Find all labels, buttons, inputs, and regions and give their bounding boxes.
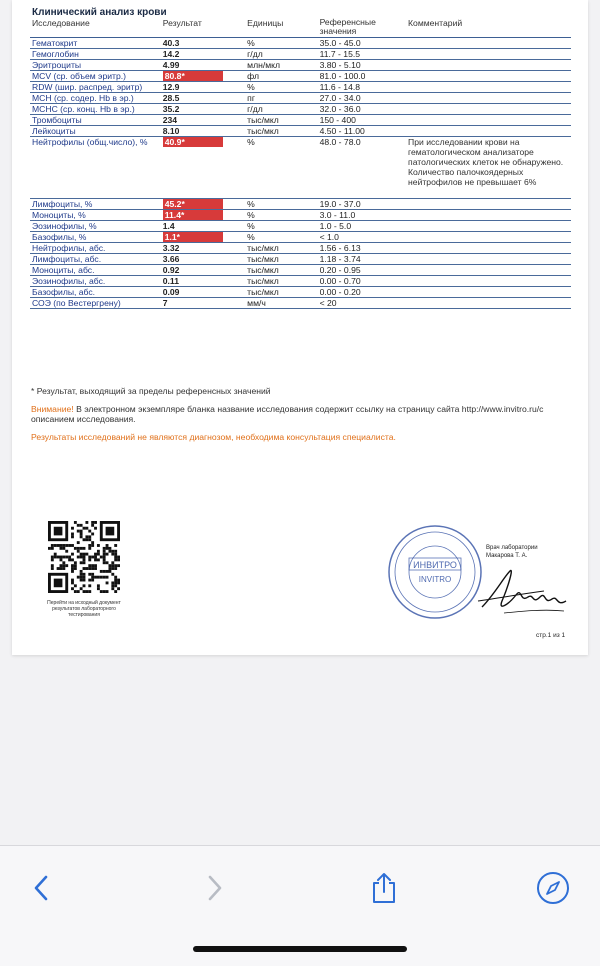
- doctor-signature: [474, 565, 574, 620]
- result-value: [161, 210, 245, 221]
- table-row: [30, 104, 571, 115]
- test-name[interactable]: Моноциты, %: [30, 210, 161, 221]
- reference-range: 19.0 - 37.0: [318, 199, 406, 210]
- reference-range: 1.56 - 6.13: [318, 243, 406, 254]
- table-row: [30, 265, 571, 276]
- comment: [406, 287, 571, 298]
- table-row: [30, 287, 571, 298]
- result-text: 0.11: [162, 276, 179, 286]
- unit: тыс/мкл: [245, 243, 317, 254]
- header-unit: Единицы: [245, 18, 317, 38]
- result-flagged: 80.8*: [163, 71, 223, 81]
- comment: [406, 243, 571, 254]
- reference-range: < 1.0: [318, 232, 406, 243]
- table-row: [30, 38, 571, 49]
- test-name[interactable]: Базофилы, абс.: [30, 287, 161, 298]
- table-row: [30, 221, 571, 232]
- result-value: [161, 104, 245, 115]
- unit: мм/ч: [245, 298, 317, 309]
- unit: тыс/мкл: [245, 254, 317, 265]
- page-number: стр.1 из 1: [536, 632, 566, 639]
- comment: [406, 93, 571, 104]
- result-value: [161, 276, 245, 287]
- result-text: 0.92: [162, 265, 180, 275]
- result-flagged: 40.9*: [163, 137, 223, 147]
- test-name[interactable]: MCHC (ср. конц. Hb в эр.): [30, 104, 161, 115]
- comment: [406, 82, 571, 93]
- result-value: [161, 232, 245, 243]
- test-name[interactable]: Базофилы, %: [30, 232, 161, 243]
- test-name[interactable]: Лимфоциты, %: [30, 199, 161, 210]
- comment: [406, 254, 571, 265]
- diagnosis-notice: Результаты исследований не являются диагнозом, необходима консультация специалиста.: [31, 432, 396, 442]
- comment: [406, 115, 571, 126]
- comment: [406, 49, 571, 60]
- reference-range: 0.00 - 0.70: [318, 276, 406, 287]
- result-text: 4.99: [162, 60, 180, 70]
- result-value: [161, 126, 245, 137]
- unit: %: [245, 221, 317, 232]
- test-name[interactable]: Лейкоциты: [30, 126, 161, 137]
- result-value: [161, 287, 245, 298]
- stamp-text-ru: ИНВИТРО: [413, 560, 457, 570]
- footnote: * Результат, выходящий за пределы референсных значений: [31, 386, 271, 396]
- comment: [406, 210, 571, 221]
- warning-body[interactable]: В электронном экземпляре бланка название исследования содержит ссылку на страницу сайта http://www.invitro.ru/с описанием исследования.: [31, 404, 544, 424]
- warning-text: [31, 404, 551, 424]
- result-text: 0.09: [162, 287, 180, 297]
- header-test: Исследование: [30, 18, 161, 38]
- doctor-info: [486, 544, 538, 560]
- compass-icon: [536, 871, 570, 905]
- qr-caption: Перейти на исходный документ результатов лабораторного тестирования: [47, 600, 121, 618]
- chevron-left-icon: [31, 873, 53, 903]
- table-row: [30, 137, 571, 199]
- result-value: [161, 137, 245, 199]
- test-name[interactable]: Лимфоциты, абс.: [30, 254, 161, 265]
- result-text: 7: [162, 298, 168, 308]
- reference-range: < 20: [318, 298, 406, 309]
- result-value: [161, 221, 245, 232]
- header-comment: Комментарий: [406, 18, 571, 38]
- result-value: [161, 254, 245, 265]
- document-title: Клинический анализ крови: [32, 7, 167, 18]
- comment: [406, 60, 571, 71]
- result-value: [161, 93, 245, 104]
- comment: [406, 298, 571, 309]
- unit: %: [245, 210, 317, 221]
- test-name[interactable]: Эозинофилы, %: [30, 221, 161, 232]
- comment: [406, 126, 571, 137]
- result-text: 8.10: [162, 126, 180, 136]
- back-button[interactable]: [22, 868, 62, 908]
- unit: тыс/мкл: [245, 265, 317, 276]
- share-icon: [369, 871, 399, 905]
- result-value: [161, 199, 245, 210]
- reference-range: 27.0 - 34.0: [318, 93, 406, 104]
- doctor-name: Макарова Т. А.: [486, 553, 528, 559]
- table-row: [30, 199, 571, 210]
- table-row: [30, 49, 571, 60]
- comment: [406, 232, 571, 243]
- unit: тыс/мкл: [245, 126, 317, 137]
- document-page: [12, 0, 588, 655]
- table-row: [30, 276, 571, 287]
- forward-button[interactable]: [194, 868, 234, 908]
- test-name[interactable]: СОЭ (по Вестергрену): [30, 298, 161, 309]
- unit: г/дл: [245, 104, 317, 115]
- comment: [406, 104, 571, 115]
- unit: %: [245, 137, 317, 199]
- result-text: 12.9: [162, 82, 180, 92]
- test-name[interactable]: Гематокрит: [30, 38, 161, 49]
- comment: [406, 71, 571, 82]
- unit: тыс/мкл: [245, 287, 317, 298]
- comment: При исследовании крови на гематологическом анализаторе патологических клеток не обнаружено. Количество палочкоядерных нейтрофилов не превышает 6%: [406, 137, 571, 199]
- safari-button[interactable]: [533, 868, 573, 908]
- unit: пг: [245, 93, 317, 104]
- table-row: [30, 232, 571, 243]
- result-value: [161, 60, 245, 71]
- test-name[interactable]: Эритроциты: [30, 60, 161, 71]
- table-row: [30, 254, 571, 265]
- reference-range: 35.0 - 45.0: [318, 38, 406, 49]
- result-flagged: 11.4*: [163, 210, 223, 220]
- reference-range: 11.7 - 15.5: [318, 49, 406, 60]
- result-value: [161, 298, 245, 309]
- unit: %: [245, 232, 317, 243]
- comment: [406, 221, 571, 232]
- table-row: [30, 71, 571, 82]
- reference-range: 3.80 - 5.10: [318, 60, 406, 71]
- table-row: [30, 82, 571, 93]
- table-header-row: [30, 18, 571, 38]
- test-name[interactable]: Моноциты, абс.: [30, 265, 161, 276]
- table-row: [30, 126, 571, 137]
- table-row: [30, 115, 571, 126]
- result-value: [161, 243, 245, 254]
- comment: [406, 199, 571, 210]
- test-name[interactable]: MCV (ср. объем эритр.): [30, 71, 161, 82]
- test-name[interactable]: Гемоглобин: [30, 49, 161, 60]
- unit: тыс/мкл: [245, 276, 317, 287]
- test-name[interactable]: Тромбоциты: [30, 115, 161, 126]
- reference-range: 32.0 - 36.0: [318, 104, 406, 115]
- result-value: [161, 265, 245, 276]
- chevron-right-icon: [203, 873, 225, 903]
- stamp-text-en: INVITRO: [418, 575, 452, 584]
- reference-range: 1.0 - 5.0: [318, 221, 406, 232]
- reference-range: 11.6 - 14.8: [318, 82, 406, 93]
- reference-range: 3.0 - 11.0: [318, 210, 406, 221]
- warning-label: Внимание!: [31, 404, 74, 414]
- unit: %: [245, 38, 317, 49]
- header-reference: Референсные значения: [318, 18, 406, 38]
- table-row: [30, 243, 571, 254]
- result-text: 234: [162, 115, 178, 125]
- test-name[interactable]: Нейтрофилы (общ.число), %: [30, 137, 161, 199]
- reference-range: 48.0 - 78.0: [318, 137, 406, 199]
- result-value: [161, 71, 245, 82]
- doctor-title: Врач лаборатории: [486, 545, 538, 551]
- reference-range: 4.50 - 11.00: [318, 126, 406, 137]
- comment: [406, 276, 571, 287]
- test-name[interactable]: RDW (шир. распред. эритр): [30, 82, 161, 93]
- unit: %: [245, 199, 317, 210]
- header-result: Результат: [161, 18, 245, 38]
- unit: тыс/мкл: [245, 115, 317, 126]
- test-name[interactable]: Нейтрофилы, абс.: [30, 243, 161, 254]
- reference-range: 150 - 400: [318, 115, 406, 126]
- reference-range: 81.0 - 100.0: [318, 71, 406, 82]
- lab-stamp: [387, 524, 483, 620]
- result-flagged: 45.2*: [163, 199, 223, 209]
- result-text: 3.66: [162, 254, 180, 264]
- reference-range: 1.18 - 3.74: [318, 254, 406, 265]
- result-value: [161, 49, 245, 60]
- result-text: 3.32: [162, 243, 180, 253]
- reference-range: 0.20 - 0.95: [318, 265, 406, 276]
- unit: г/дл: [245, 49, 317, 60]
- result-text: 1.4: [162, 221, 175, 231]
- table-row: [30, 93, 571, 104]
- result-text: 35.2: [162, 104, 180, 114]
- table-row: [30, 298, 571, 309]
- unit: фл: [245, 71, 317, 82]
- qr-code[interactable]: [48, 521, 120, 593]
- result-text: 14.2: [162, 49, 180, 59]
- comment: [406, 38, 571, 49]
- home-indicator: [193, 946, 407, 952]
- table-row: [30, 210, 571, 221]
- result-text: 40.3: [162, 38, 180, 48]
- test-name[interactable]: Эозинофилы, абс.: [30, 276, 161, 287]
- result-value: [161, 115, 245, 126]
- result-value: [161, 82, 245, 93]
- result-flagged: 1.1*: [163, 232, 223, 242]
- test-name[interactable]: MCH (ср. содер. Hb в эр.): [30, 93, 161, 104]
- result-text: 28.5: [162, 93, 180, 103]
- reference-range: 0.00 - 0.20: [318, 287, 406, 298]
- unit: %: [245, 82, 317, 93]
- share-button[interactable]: [364, 868, 404, 908]
- results-table: [30, 18, 571, 309]
- unit: млн/мкл: [245, 60, 317, 71]
- table-row: [30, 60, 571, 71]
- comment: [406, 265, 571, 276]
- result-value: [161, 38, 245, 49]
